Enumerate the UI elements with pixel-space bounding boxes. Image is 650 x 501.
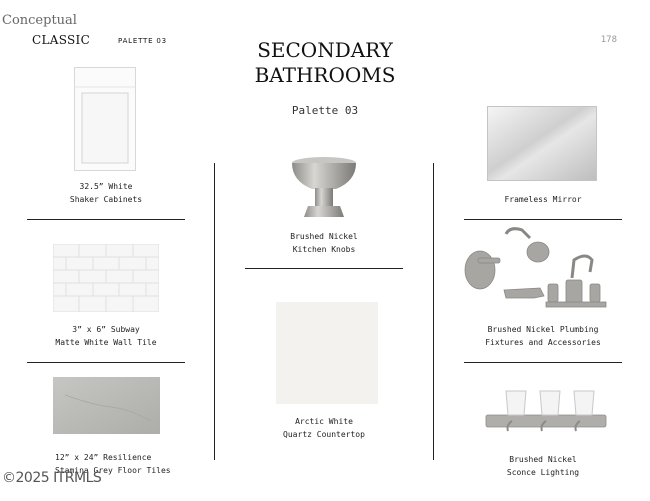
- page-number: 178: [600, 35, 617, 45]
- wall-tile-caption-line-1: 3” x 6” Subway: [72, 325, 140, 334]
- cabinets-caption-line-1: 32.5” White: [79, 182, 133, 191]
- cabinet-door-image: [74, 67, 136, 171]
- divider-vertical-left: [214, 163, 215, 460]
- divider-right-2: [464, 362, 622, 363]
- subway-tile-image: [53, 244, 159, 312]
- plumbing-caption: [464, 324, 622, 349]
- cabinets-caption-line-2: Shaker Cabinets: [69, 194, 143, 204]
- mirror-caption: [464, 194, 622, 207]
- lighting-caption-line-1: Brushed Nickel: [509, 455, 577, 464]
- divider-vertical-right: [433, 163, 434, 460]
- sconce-lighting-image: [484, 385, 608, 437]
- floor-tile-caption-line-2: Stamina Grey Floor Tiles: [55, 465, 171, 475]
- plumbing-fixtures-image: [460, 222, 610, 314]
- copyright-watermark: ©2025 ITRMLS: [2, 470, 102, 486]
- title-line-2: BATHROOMS: [254, 63, 396, 87]
- quartz-countertop-image: [276, 302, 378, 404]
- divider-middle-1: [245, 268, 403, 269]
- mirror-caption-line-1: Frameless Mirror: [504, 195, 582, 204]
- page-subtitle: Palette 03: [291, 104, 359, 117]
- countertop-caption: [245, 416, 403, 441]
- countertop-caption-line-1: Arctic White: [295, 417, 353, 426]
- lighting-caption-line-2: Sconce Lighting: [506, 467, 580, 477]
- page-title: [220, 38, 430, 88]
- plumbing-caption-line-1: Brushed Nickel Plumbing: [487, 325, 599, 334]
- brand-classic: CLASSIC: [32, 33, 91, 47]
- plumbing-caption-line-2: Fixtures and Accessories: [485, 337, 601, 347]
- divider-right-1: [464, 219, 622, 220]
- knobs-caption-line-1: Brushed Nickel: [290, 232, 358, 241]
- knobs-caption: [245, 231, 403, 256]
- wall-tile-caption: [27, 324, 185, 349]
- divider-left-1: [27, 219, 185, 220]
- mirror-image: [487, 106, 597, 181]
- cabinets-caption: [27, 181, 185, 206]
- divider-left-2: [27, 362, 185, 363]
- floor-tile-caption-line-1: 12” x 24” Resilience: [55, 453, 152, 462]
- countertop-caption-line-2: Quartz Countertop: [283, 429, 365, 439]
- palette-tag: PALETTE 03: [118, 37, 167, 45]
- title-line-1: SECONDARY: [257, 38, 393, 62]
- lighting-caption: [464, 454, 622, 479]
- knob-image: [290, 155, 358, 221]
- floor-tile-image: [53, 377, 160, 434]
- knobs-caption-line-2: Kitchen Knobs: [292, 244, 356, 254]
- brand-conceptual: Conceptual: [2, 13, 77, 28]
- wall-tile-caption-line-2: Matte White Wall Tile: [55, 337, 157, 347]
